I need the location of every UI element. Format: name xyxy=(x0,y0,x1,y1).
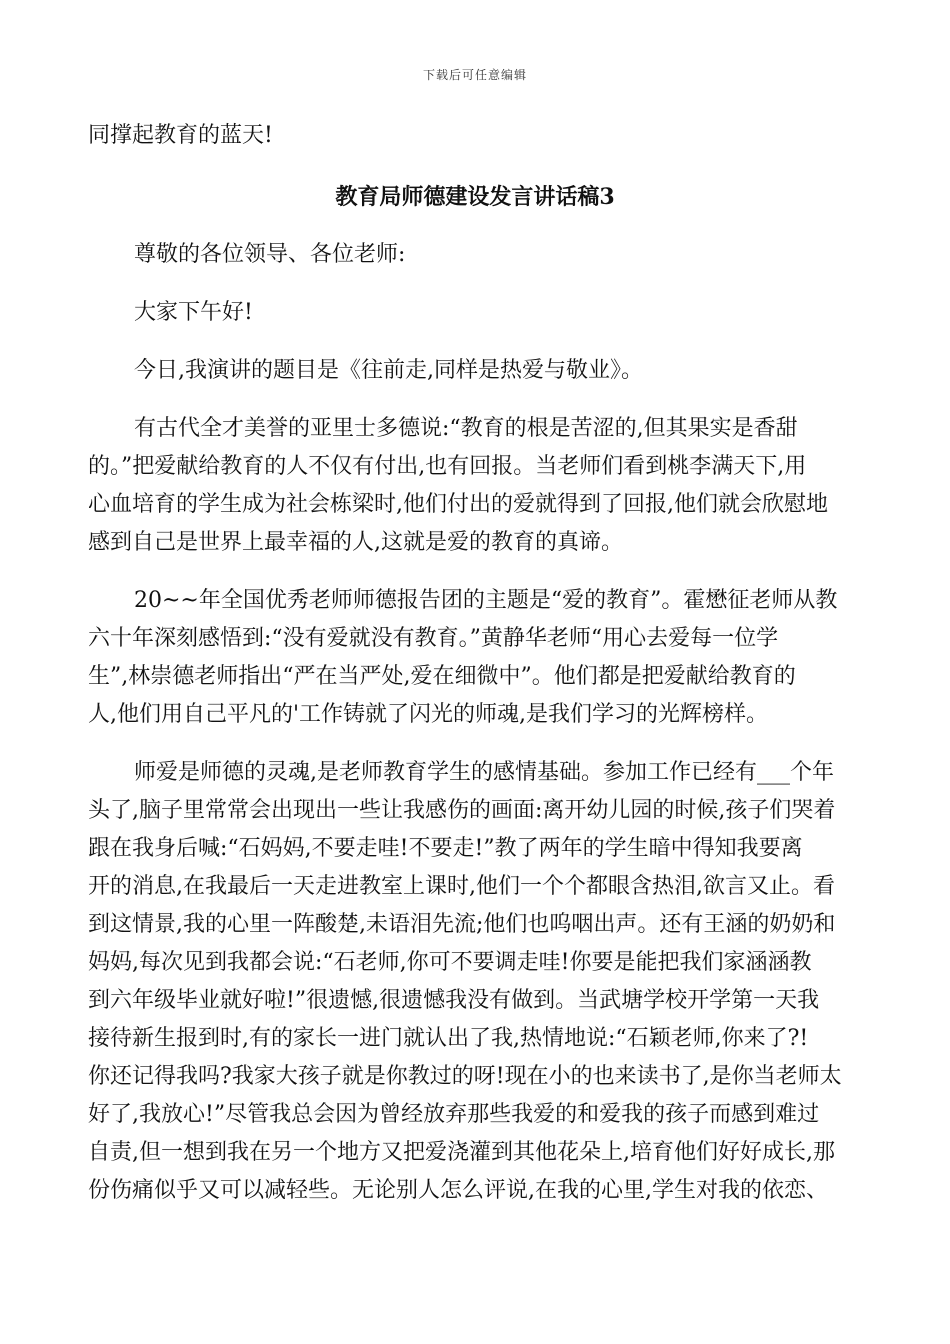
text-line: 妈妈,每次见到我都会说:“石老师,你可不要调走哇!你要是能把我们家涵涵教 xyxy=(88,950,812,975)
text-line: 尊敬的各位领导、各位老师: xyxy=(134,242,406,267)
text-line: 大家下午好! xyxy=(134,300,253,325)
text-line: 好了,我放心!”尽管我总会因为曾经放弃那些我爱的和爱我的孩子而感到难过 xyxy=(88,1102,820,1127)
text-line: 跟在我身后喊:“石妈妈,不要走哇!不要走!”教了两年的学生暗中得知我要离 xyxy=(88,836,803,861)
text-line: 份伤痛似乎又可以减轻些。无论别人怎么评说,在我的心里,学生对我的依恋、 xyxy=(88,1178,828,1203)
text-line: 你还记得我吗?我家大孩子就是你教过的呀!现在小的也来读书了,是你当老师太 xyxy=(88,1064,842,1089)
text-line: 20~~年全国优秀老师师德报告团的主题是“爱的教育”。霍懋征老师从教 xyxy=(134,588,838,613)
text-line: 自责,但一想到我在另一个地方又把爱浇灌到其他花朵上,培育他们好好成长,那 xyxy=(88,1140,835,1165)
text-line: 六十年深刻感悟到:“没有爱就没有教育。”黄静华老师“用心去爱每一位学 xyxy=(88,626,779,651)
text-line: 到这情景,我的心里一阵酸楚,未语泪先流;他们也呜咽出声。还有王涵的奶奶和 xyxy=(88,912,836,937)
text-line: 心血培育的学生成为社会栋梁时,他们付出的爱就得到了回报,他们就会欣慰地 xyxy=(88,492,828,517)
header-note: 下载后可任意编辑 xyxy=(422,68,527,82)
text-line: 接待新生报到时,有的家长一进门就认出了我,热情地说:“石颖老师,你来了?! xyxy=(88,1026,809,1051)
text-line: 同撑起教育的蓝天! xyxy=(88,123,273,148)
text-line: 的。”把爱献给教育的人不仅有付出,也有回报。当老师们看到桃李满天下,用 xyxy=(88,454,807,479)
text-line: 生”,林崇德老师指出“严在当严处,爱在细微中”。他们都是把爱献给教育的 xyxy=(88,664,796,689)
text-line: 有古代全才美誉的亚里士多德说:“教育的根是苦涩的,但其果实是香甜 xyxy=(134,416,798,441)
text-line: 到六年级毕业就好啦!”很遗憾,很遗憾我没有做到。当武塘学校开学第一天我 xyxy=(88,988,820,1013)
text-line: 头了,脑子里常常会出现出一些让我感伤的画面:离开幼儿园的时候,孩子们哭着 xyxy=(88,798,836,823)
text-line: 感到自己是世界上最幸福的人,这就是爱的教育的真谛。 xyxy=(88,530,623,555)
text-line: 人,他们用自己平凡的'工作铸就了闪光的师魂,是我们学习的光辉榜样。 xyxy=(88,702,769,727)
text-line: 今日,我演讲的题目是《往前走,同样是热爱与敬业》。 xyxy=(134,358,643,383)
text-line: 开的消息,在我最后一天走进教室上课时,他们一个个都眼含热泪,欲言又止。看 xyxy=(88,874,835,899)
text-line: 师爱是师德的灵魂,是老师教育学生的感情基础。参加工作已经有___个年 xyxy=(134,760,834,785)
section-title: 教育局师德建设发言讲话稿3 xyxy=(335,184,615,210)
